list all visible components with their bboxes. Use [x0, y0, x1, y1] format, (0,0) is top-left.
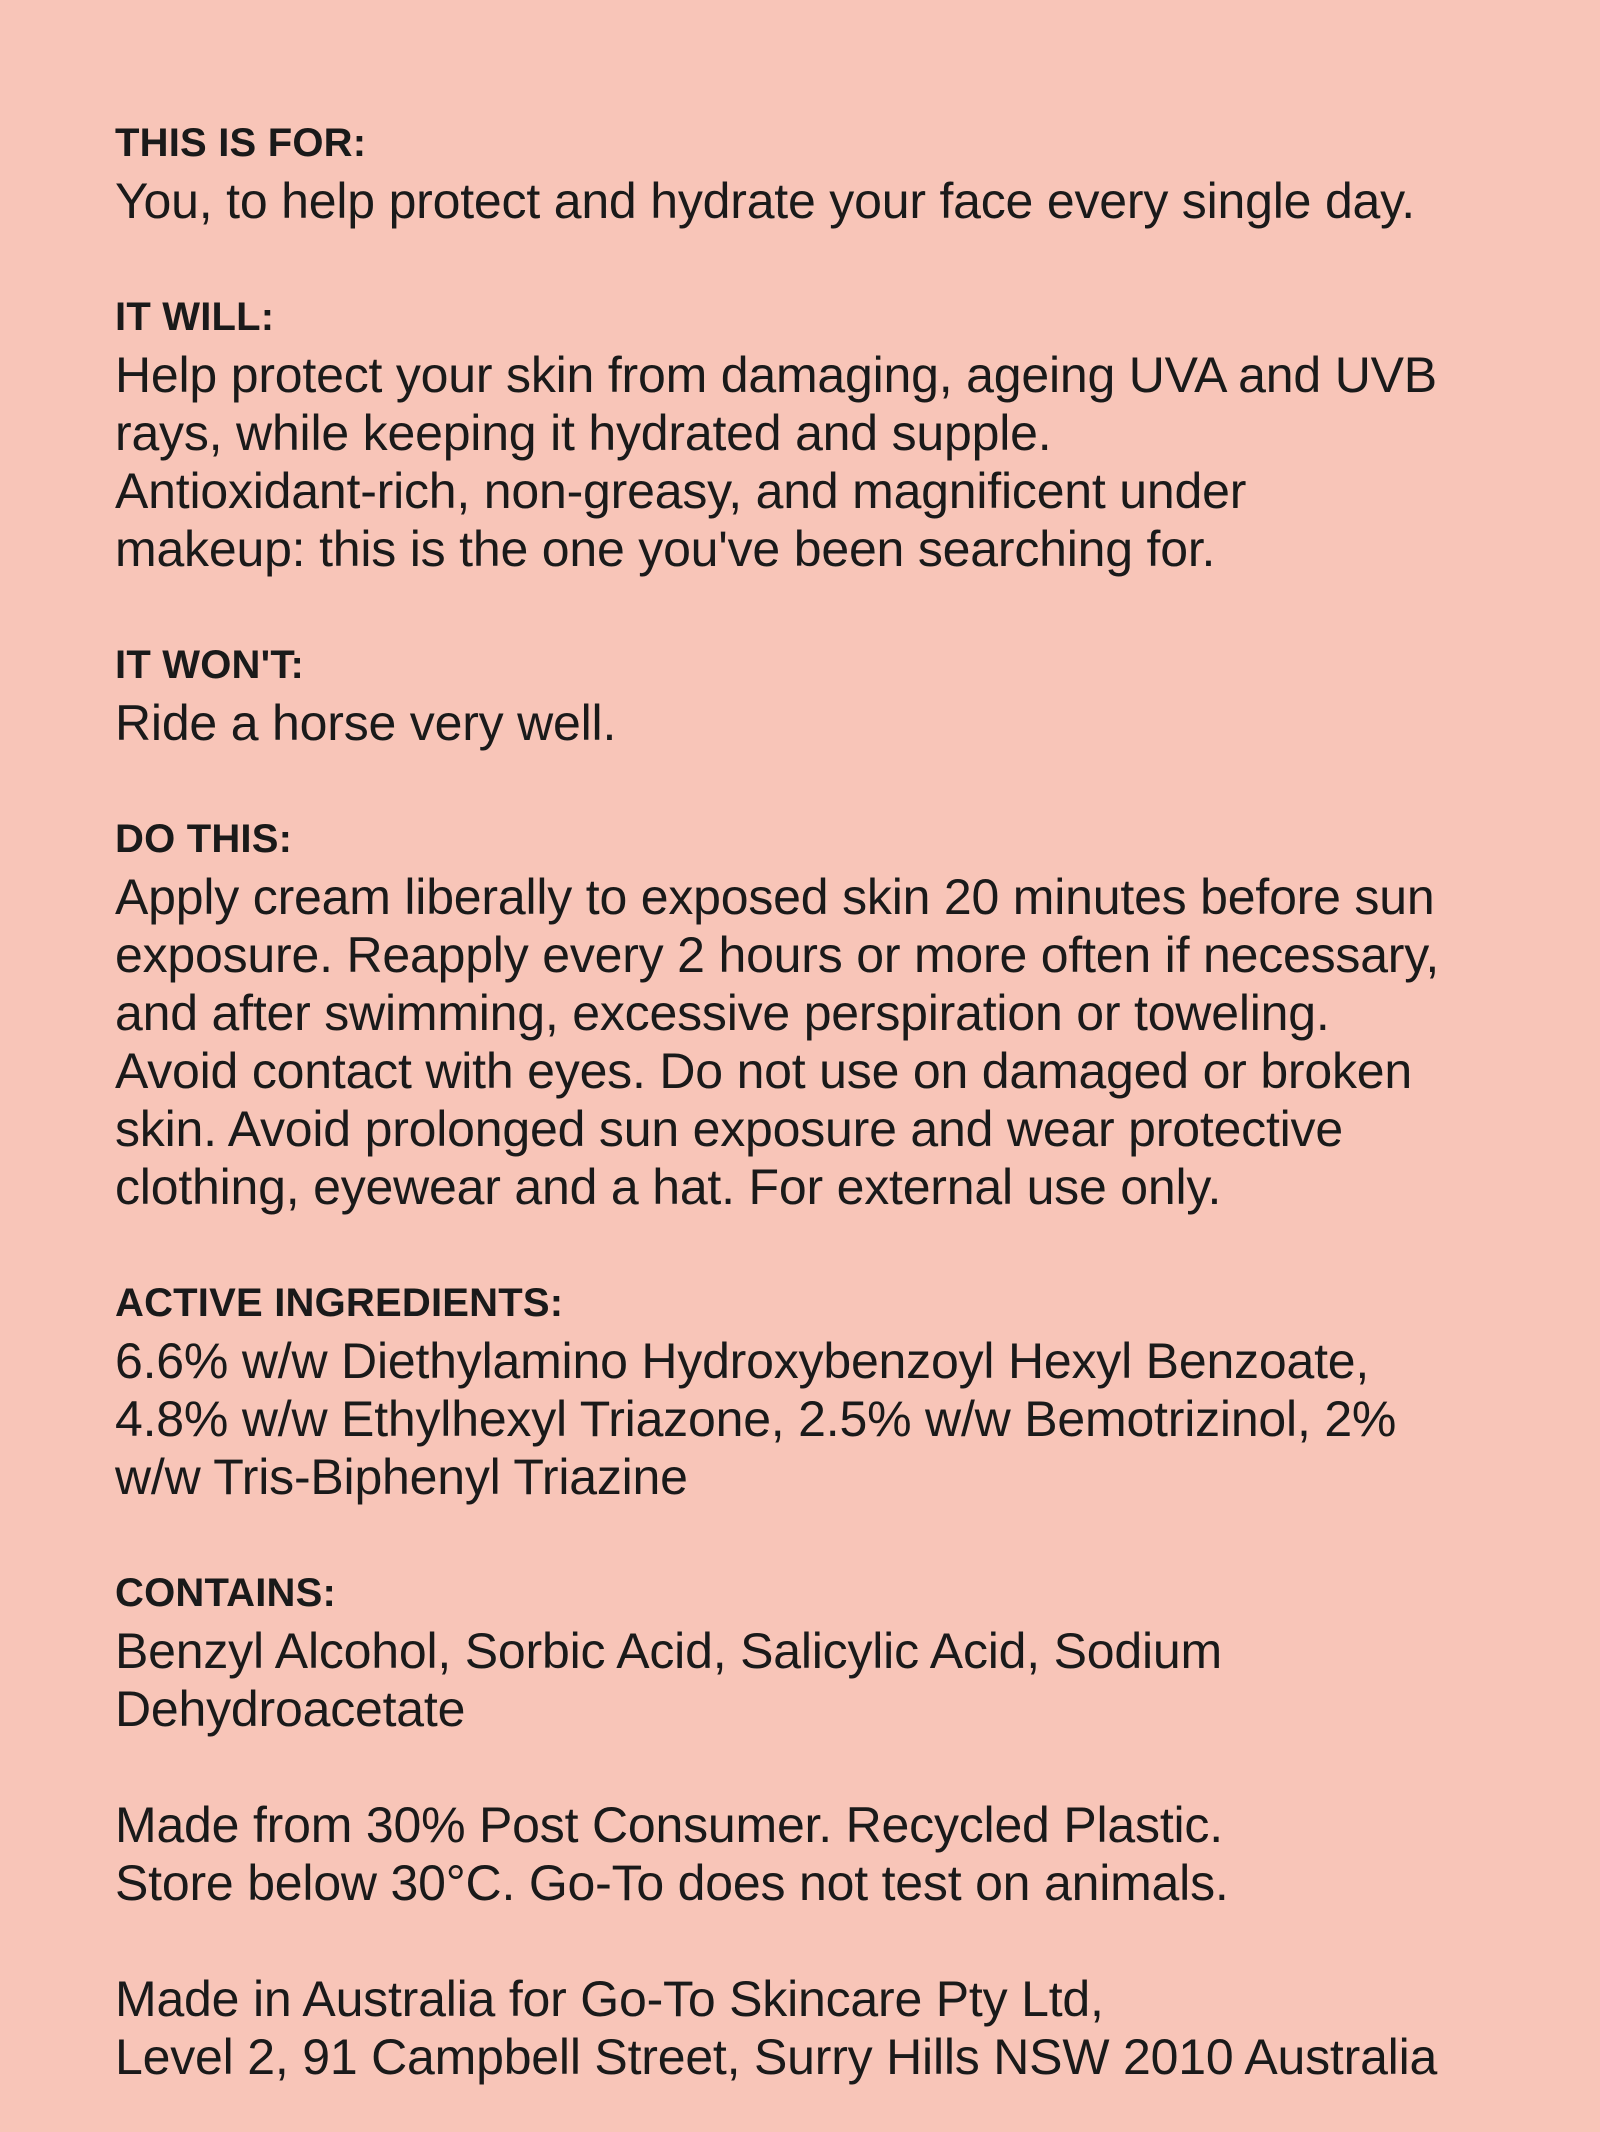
it-will-text-line: rays, while keeping it hydrated and supple.	[115, 405, 1052, 461]
do-this-text-line: and after swimming, excessive perspiration or toweling.	[115, 985, 1330, 1041]
do-this-text-line: exposure. Reapply every 2 hours or more often if necessary,	[115, 927, 1440, 983]
section-manufacturer-address	[115, 1970, 1560, 2086]
section-it-wont	[115, 636, 1560, 752]
section-active-ingredients	[115, 1274, 1560, 1506]
section-recycling-note	[115, 1796, 1560, 1912]
this-is-for-text: You, to help protect and hydrate your face every single day.	[115, 173, 1415, 229]
it-will-text-line: Help protect your skin from damaging, ageing UVA and UVB	[115, 347, 1437, 403]
do-this-text-line: skin. Avoid prolonged sun exposure and wear protective	[115, 1101, 1343, 1157]
active-ingredients-text-line: 6.6% w/w Diethylamino Hydroxybenzoyl Hexyl Benzoate,	[115, 1333, 1370, 1389]
recycling-note-line: Store below 30°C. Go-To does not test on animals.	[115, 1855, 1229, 1911]
do-this-text-line: Apply cream liberally to exposed skin 20 minutes before sun	[115, 869, 1435, 925]
it-wont-heading: IT WON'T:	[115, 643, 305, 687]
section-do-this	[115, 810, 1560, 1216]
it-will-text-line: Antioxidant-rich, non-greasy, and magnificent under	[115, 463, 1247, 519]
active-ingredients-text-line: 4.8% w/w Ethylhexyl Triazone, 2.5% w/w Bemotrizinol, 2%	[115, 1391, 1397, 1447]
this-is-for-heading: THIS IS FOR:	[115, 121, 367, 165]
manufacturer-address-line: Made in Australia for Go-To Skincare Pty Ltd,	[115, 1971, 1104, 2027]
do-this-text-line: Avoid contact with eyes. Do not use on damaged or broken	[115, 1043, 1413, 1099]
do-this-text-line: clothing, eyewear and a hat. For external use only.	[115, 1159, 1222, 1215]
do-this-heading: DO THIS:	[115, 817, 293, 861]
it-will-heading: IT WILL:	[115, 295, 275, 339]
it-wont-text: Ride a horse very well.	[115, 695, 617, 751]
section-contains	[115, 1564, 1560, 1738]
manufacturer-address-line: Level 2, 91 Campbell Street, Surry Hills NSW 2010 Australia	[115, 2029, 1438, 2085]
active-ingredients-heading: ACTIVE INGREDIENTS:	[115, 1281, 564, 1325]
recycling-note-line: Made from 30% Post Consumer. Recycled Plastic.	[115, 1797, 1223, 1853]
active-ingredients-text-line: w/w Tris-Biphenyl Triazine	[115, 1449, 688, 1505]
contains-text-line: Benzyl Alcohol, Sorbic Acid, Salicylic Acid, Sodium	[115, 1623, 1222, 1679]
it-will-text-line: makeup: this is the one you've been searching for.	[115, 521, 1216, 577]
section-it-will	[115, 288, 1560, 578]
section-this-is-for	[115, 114, 1560, 230]
contains-text-line: Dehydroacetate	[115, 1681, 466, 1737]
contains-heading: CONTAINS:	[115, 1571, 337, 1615]
